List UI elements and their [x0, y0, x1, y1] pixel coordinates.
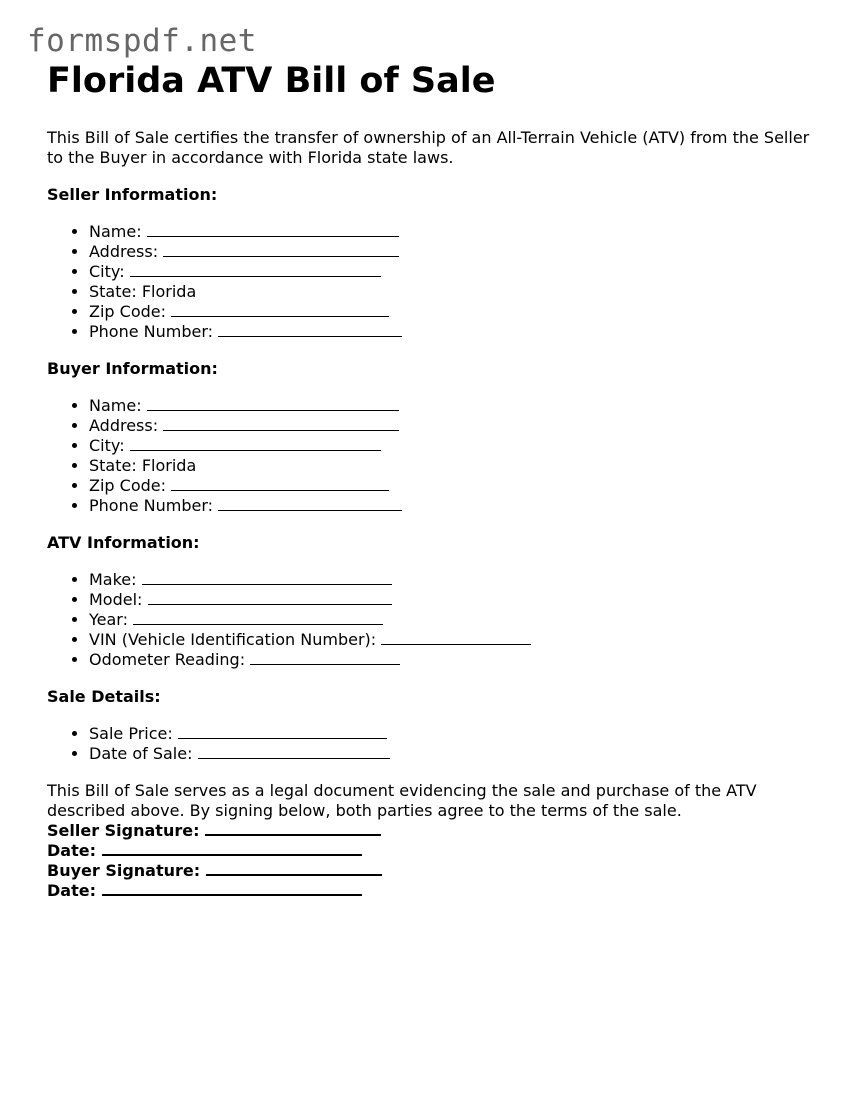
- buyer-heading: Buyer Information:: [47, 359, 218, 378]
- seller-name-label: Name:: [89, 222, 142, 241]
- sale-price-item: [89, 724, 817, 744]
- atv-model-field[interactable]: [148, 590, 392, 605]
- atv-year-field[interactable]: [133, 610, 383, 625]
- buyer-address-item: [89, 416, 817, 436]
- sale-list: [47, 724, 817, 764]
- atv-vin-field[interactable]: [381, 630, 531, 645]
- buyer-city-label: City:: [89, 436, 125, 455]
- atv-model-item: [89, 590, 817, 610]
- atv-heading: ATV Information:: [47, 533, 200, 552]
- atv-model-label: Model:: [89, 590, 143, 609]
- buyer-city-field[interactable]: [130, 436, 381, 451]
- buyer-date-label: Date:: [47, 881, 96, 900]
- closing-paragraph: This Bill of Sale serves as a legal document evidencing the sale and purchase of the ATV described above. By signing below, both parties agree to the terms of the sale.: [47, 781, 757, 820]
- atv-make-item: [89, 570, 817, 590]
- sale-date-field[interactable]: [198, 744, 390, 759]
- seller-city-field[interactable]: [130, 262, 381, 277]
- seller-city-item: [89, 262, 817, 282]
- seller-list: [47, 222, 817, 342]
- seller-signature-line: [47, 821, 817, 841]
- buyer-signature-field[interactable]: [206, 861, 382, 876]
- seller-address-label: Address:: [89, 242, 159, 261]
- sale-date-item: [89, 744, 817, 764]
- buyer-phone-label: Phone Number:: [89, 496, 214, 515]
- document-body: [47, 60, 817, 901]
- atv-vin-label: VIN (Vehicle Identification Number):: [89, 630, 377, 649]
- buyer-state-item: [89, 456, 817, 476]
- atv-year-item: [89, 610, 817, 630]
- buyer-zip-label: Zip Code:: [89, 476, 166, 495]
- seller-city-label: City:: [89, 262, 125, 281]
- sale-date-label: Date of Sale:: [89, 744, 193, 763]
- page-title: Florida ATV Bill of Sale: [47, 61, 496, 101]
- buyer-name-field[interactable]: [147, 396, 399, 411]
- seller-name-item: [89, 222, 817, 242]
- buyer-state-label: State: Florida: [89, 456, 197, 475]
- seller-zip-field[interactable]: [171, 302, 389, 317]
- seller-state-item: [89, 282, 817, 302]
- atv-year-label: Year:: [89, 610, 128, 629]
- buyer-phone-item: [89, 496, 817, 516]
- intro-paragraph: This Bill of Sale certifies the transfer of ownership of an All-Terrain Vehicle (ATV) from the Seller to the Buyer in accordance with Florida state laws.: [47, 128, 810, 167]
- watermark-text: formspdf.net: [27, 23, 257, 59]
- buyer-phone-field[interactable]: [218, 496, 402, 511]
- buyer-address-label: Address:: [89, 416, 159, 435]
- seller-zip-label: Zip Code:: [89, 302, 166, 321]
- sale-price-label: Sale Price:: [89, 724, 173, 743]
- atv-odometer-item: [89, 650, 817, 670]
- buyer-date-field[interactable]: [102, 881, 362, 896]
- seller-address-item: [89, 242, 817, 262]
- seller-signature-field[interactable]: [205, 821, 381, 836]
- buyer-signature-line: [47, 861, 817, 881]
- buyer-date-line: [47, 881, 817, 901]
- atv-make-field[interactable]: [142, 570, 392, 585]
- buyer-city-item: [89, 436, 817, 456]
- seller-phone-item: [89, 322, 817, 342]
- seller-date-label: Date:: [47, 841, 96, 860]
- buyer-name-item: [89, 396, 817, 416]
- buyer-zip-field[interactable]: [171, 476, 389, 491]
- buyer-address-field[interactable]: [163, 416, 399, 431]
- seller-phone-field[interactable]: [218, 322, 402, 337]
- seller-signature-label: Seller Signature:: [47, 821, 200, 840]
- atv-make-label: Make:: [89, 570, 137, 589]
- seller-phone-label: Phone Number:: [89, 322, 214, 341]
- buyer-list: [47, 396, 817, 516]
- buyer-name-label: Name:: [89, 396, 142, 415]
- seller-state-label: State: Florida: [89, 282, 197, 301]
- buyer-signature-label: Buyer Signature:: [47, 861, 201, 880]
- sale-price-field[interactable]: [178, 724, 387, 739]
- seller-zip-item: [89, 302, 817, 322]
- seller-name-field[interactable]: [147, 222, 399, 237]
- seller-address-field[interactable]: [163, 242, 399, 257]
- seller-date-line: [47, 841, 817, 861]
- buyer-zip-item: [89, 476, 817, 496]
- seller-heading: Seller Information:: [47, 185, 218, 204]
- atv-odometer-field[interactable]: [250, 650, 400, 665]
- atv-odometer-label: Odometer Reading:: [89, 650, 246, 669]
- atv-list: [47, 570, 817, 670]
- sale-heading: Sale Details:: [47, 687, 161, 706]
- atv-vin-item: [89, 630, 817, 650]
- seller-date-field[interactable]: [102, 841, 362, 856]
